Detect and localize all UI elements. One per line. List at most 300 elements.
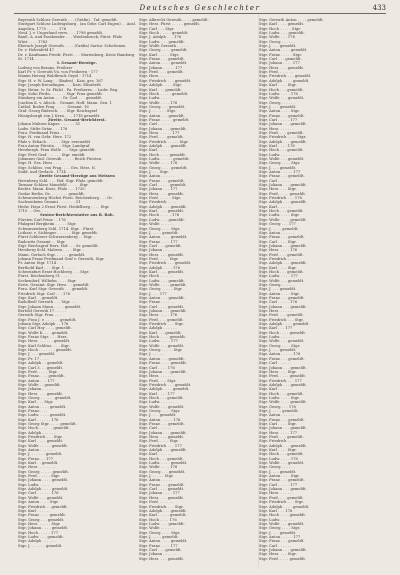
section-heading: Sexten-Berichterstatter aus B. Boh.	[40, 213, 114, 218]
entry-line: Stgr. Herz. . . . gemeldt.	[139, 191, 185, 196]
entry-line: Bechtr. Mann. Kreis. Pfalz . . . 1720.	[18, 187, 86, 192]
entry-line: Stgr. Wolfe . . . . 176	[139, 100, 178, 105]
entry-line: Stgr. Ludw. . . . . Stgr.	[259, 395, 300, 400]
entry-line: Stgr. J. . . . . . . gemeldt.	[18, 543, 63, 548]
entry-line: Stgr. Carl . . . . Stgr.	[259, 421, 297, 426]
entry-line: Hönigsburgh von J. Krzn. . . . 1718 gemeldt.	[18, 113, 101, 118]
entry-line: Stgr. Carl . . . . . . 176	[18, 491, 59, 496]
entry-line: Stgr. Ferd. . . . Stgr.	[139, 378, 177, 383]
entry-line: Stgr. Adolph . . . . gemeldt.	[259, 504, 310, 509]
entry-line: Stgr. Karl . . . . Stgr.	[259, 83, 297, 88]
entry-line: Hedw. Hoya 2 Ernst Fürst. Heidelberg . . . . Stgr.	[18, 204, 110, 209]
entry-line: Stgr. Adolph . . . . . .	[139, 326, 177, 331]
entry-line: Stgr. Johann . . . . . 177	[139, 65, 183, 70]
entry-line: Stgr. Anton . . . . . .	[259, 230, 295, 235]
entry-line: Graf. Georg Rüdesch. . . . Stgr. Reichsgraf	[18, 109, 97, 114]
entry-line: Schwarzenberg Schl. 1714. Stgr. . Fürst.	[18, 226, 95, 231]
entry-line: Mann. Gerlach Stgr. . . . . . gemeldt.	[18, 252, 86, 257]
entry-line: Frau Anton Fürstin . . . Stgr. Landgraf	[18, 143, 90, 148]
entry-line: Stgr. Herz. . . . gemeldt.	[139, 435, 185, 439]
entry-line: Johann Stgr. Adolph . . 176	[18, 322, 69, 327]
entry-line: Stgr. Herz. . . . Stgr.	[259, 187, 297, 192]
entry-line: Stgr. Hoch . . . . . gemeldt.	[139, 31, 189, 36]
entry-line: Stgr. Johann . . . . . .	[139, 552, 177, 557]
entry-line: Stgr. Anton . . . . gemeldt.	[259, 48, 308, 53]
entry-line: Stgr. Friedrich . . . . . Stgr.	[139, 139, 189, 144]
entry-line: Stgr. J. . . . gemeldt.	[259, 530, 297, 535]
entry-line: Stgr. H. von Gebr. Herz. 172	[18, 135, 72, 140]
entry-line: Stgr. Albrecht Gereuth . . . . gemeldt.	[139, 18, 209, 22]
entry-line: Stgr. Georg . . . gemeldt.	[18, 517, 65, 522]
entry-line: Stgr. Herz. . . . gemeldt.	[139, 252, 185, 257]
entry-line: Dr. v. Hohenfeld 47	[18, 48, 55, 53]
entry-line: Stgr. Adolph . . . gemeldt.	[139, 143, 187, 148]
entry-line: Stgr. Franz Stgr. . . . Herz.	[18, 335, 68, 340]
entry-line: Stgr. Herz. . . . . . 177	[139, 130, 180, 135]
entry-line: Stgr. Ferd. . . . . Stgr.	[18, 369, 58, 374]
entry-line: Pfalzgraf Bergheim . . . . . Stgr.	[18, 222, 77, 227]
entry-line: Stgr. Adolph . . . . gemeldt.	[259, 322, 310, 327]
entry-line: Stgr. Wolfe . . . . 176	[139, 465, 178, 470]
entry-line: Stgr. Herz. . . . . . .	[259, 491, 294, 496]
entry-line: Stgr. Friedrich . . . Stgr.	[139, 504, 184, 509]
entry-line: Joachim K. v. Altsch. . Gesamt. Hoff. Mann. Gen. 1	[18, 100, 112, 105]
entry-line: Stgr. Karl . . . gemeldt.	[139, 87, 182, 92]
entry-line: Stgr. Adolph . . . . gemeldt.	[139, 387, 190, 392]
entry-line: Stgr. Ferd. . . . . . Stgr.	[139, 196, 181, 201]
entry-line: Stgr. Carl . . . . . 176	[259, 300, 298, 305]
entry-line: Stgr. Hoch . . . . gemeldt.	[259, 330, 307, 335]
entry-line: Stgr. Herz. . . . gemeldt.	[139, 556, 185, 561]
entry-line: Ludw. Stifte Ostar . . . 176	[18, 126, 68, 131]
entry-line: Stgr. J. . . . gemeldt.	[18, 352, 56, 357]
entry-line: Stgr. Schlöss. von Prag. . . . Ges. Herz. N.	[18, 165, 96, 170]
entry-line: Stgr. Georg . . . gemeldt.	[139, 469, 186, 474]
section-heading: Zweite. Gesamt-Berichterst.	[48, 117, 106, 122]
entry-line: Stgr. Adolph . . . gemeldt.	[259, 139, 307, 144]
entry-line: Stgr. Friedrich . . . . Stgr.	[259, 135, 307, 140]
entry-line: Stgr. Karl . . . Stgr.	[18, 400, 54, 405]
entry-line: Stgr. J. . . . . gemeldt.	[139, 534, 179, 539]
entry-line: Stgr. Friedrich . . . gemeldt.	[139, 78, 192, 83]
entry-line: Schweinfurt Ernst Hochberg . . . Stgr.	[18, 269, 90, 274]
entry-line: Stgr. Herz. . . . Stgr.	[259, 369, 297, 374]
entry-line: Stgr. Friedrich . . . gemeldt.	[259, 74, 312, 79]
entry-line: Stgr. Georg . . . . Stgr.	[259, 526, 301, 531]
entry-line: Stgr. Ferd. . . . gemeldt.	[259, 130, 304, 135]
entry-line: Stgr. Ludw. . . . . gemeldt.	[18, 413, 67, 418]
entry-line: Stgr. Karl . . . . gemeldt.	[259, 22, 305, 27]
entry-line: Stgr. Karl . . gemeldt.	[18, 296, 59, 300]
entry-line: Cathol. Boden Prag . . . . . Gesamt. 16	[18, 104, 89, 109]
entry-line: Stgr. Ludw. . . . gemeldt.	[139, 39, 185, 44]
entry-line: Stgr. Johann . . . gemeldt.	[259, 243, 307, 248]
entry-line: Wüst . . . . 1783	[18, 39, 48, 44]
entry-line: Tarnaur Schloss Mansfeld . . . . . Stgr.	[18, 183, 89, 188]
entry-line: Stgr. Johann . . . gemeldt.	[139, 369, 187, 374]
entry-line: Stgr. Georg . . . . . .	[259, 39, 295, 44]
entry-line: Stgr. Ferd. . . . . Stgr.	[139, 439, 179, 444]
entry-line: Berthold Karl . . . Stgr. 1 . . . .	[18, 265, 74, 270]
entry-line: Stgr. Franz . . . . gemeldt.	[18, 513, 67, 518]
entry-line: Stgr. Wolfe . . . . . gemeldt.	[18, 443, 69, 448]
entry-line: Stgr. Ferd. . . . . . Stgr.	[18, 474, 60, 479]
entry-line: Stgr. Anton . . . . .	[139, 478, 173, 483]
entry-line: Stgr. Herz. . . . . 177	[259, 430, 298, 435]
entry-line: Stgr. Karl . . . 176	[259, 508, 293, 513]
entry-line: Stgr. Herz. Fürst . . . . . gemeldt.	[139, 22, 201, 27]
entry-line: Stgr. Adolph . . . . . .	[18, 539, 56, 544]
entry-line: Stgr. Anton . . . . gemeldt.	[139, 235, 188, 240]
header-rule	[14, 13, 386, 14]
entry-line: Ludwig von Brauns, Freiherr	[18, 65, 73, 70]
entry-line: Stgr. Hoch . . . gemeldt.	[259, 269, 304, 274]
entry-line: Stgr. Ludw. . . . . . .	[259, 152, 295, 157]
entry-line: Stgr. Friedrich . . . gemeldt.	[139, 382, 192, 387]
entry-line: Stgr. Georg . . . . . Stgr.	[139, 348, 183, 353]
entry-line: Stgr. Karl . . . . . . 176	[18, 417, 59, 422]
entry-line: Stgr. J. . . . . . . Stgr.	[139, 109, 176, 114]
entry-line: Schwarzenberg Höchst Fürst. Reichenberg . . . Gr.	[18, 196, 113, 201]
entry-line: Stgr. Ludw. . . . . . .	[259, 335, 295, 340]
entry-line: Stgr. Ferd. . . . . Stgr.	[139, 256, 179, 261]
entry-line: Stgr. Franz . . . gemeldt.	[139, 178, 185, 183]
entry-line: Bauß, A. und Fassbender . . . Wiedenbruck, Fürst. Pfalz	[18, 35, 122, 40]
entry-line: Stgr. Georg . . . . . gemeldt.	[18, 469, 70, 474]
entry-line: Stgr. Johann . . . gemeldt.	[139, 309, 187, 314]
entry-line: Stgr. Hoch . . . . . 177	[18, 530, 59, 535]
entry-line: Karl Fr. v. Gereuth Vn. von Freiherrn - 177	[18, 70, 98, 75]
entry-line: Stgr. Johann . . . gemeldt.	[259, 487, 307, 492]
entry-line: Stgr. Johann . . . 177	[139, 187, 178, 192]
entry-line: Sachsenheim Gesamt . . . . . . . 51	[18, 200, 81, 205]
entry-line: Stgr. Adolph . . . gemeldt.	[259, 200, 307, 205]
entry-line: Stgr. Franz . . . gemeldt.	[259, 235, 305, 240]
entry-line: Stgr. Hoch . . . gemeldt.	[139, 395, 184, 400]
entry-line: Seckendorf, Wilhelm . . . . Stgr.	[18, 278, 77, 283]
entry-line: Stgr. Ferd. . . . . gemeldt.	[259, 191, 307, 196]
entry-line: 1710 . . Ger. . . .	[18, 209, 49, 214]
entry-line: Stgr. Ludw. . . . gemeldt.	[139, 217, 185, 222]
entry-line: Stgr. J. . . . . . . gemeldt.	[18, 452, 63, 457]
entry-line: Stgr. Sohn Ferdn. . . . . . . Stgr. Frau gemeldt.	[18, 91, 104, 96]
entry-line: Stgr. Karl . . . . gemeldt.	[139, 269, 185, 274]
entry-line: Stgr. Johann . . . gemeldt.	[139, 430, 187, 435]
entry-line: Stgr. J. . . . Stgr.	[139, 170, 169, 175]
entry-line: Stgr. Carl . . . . . .	[259, 543, 292, 548]
entry-line: Stgr. Hoch . . . gemeldt.	[259, 209, 304, 214]
running-title: Deutsches Geschlechter	[139, 4, 261, 12]
entry-line: Stgr. Johann . . . gemeldt.	[259, 304, 307, 309]
entry-line: Stgr. Adolph . . . gemeldt.	[139, 204, 187, 209]
entry-line: Stgr. Friedrich . . gemeldt.	[18, 504, 68, 509]
entry-line: Stgr. Ludw. . . . . .	[139, 96, 173, 101]
entry-line: Stgr. Karl . . . . . .	[18, 508, 51, 513]
entry-line: Stgr. Herz. . . . gemeldt.	[139, 495, 185, 500]
entry-line: Stgr. Johann Mann. . . . . gemeldt.	[18, 304, 82, 309]
entry-line: Stgr. Hoch . . . . 176	[139, 517, 177, 522]
entry-line: Stgr. Ludw. . . . .	[18, 482, 49, 487]
entry-line: Stgr. Wolfe . . . . gemeldt.	[259, 217, 307, 222]
entry-line: Stgr. Carl Hoy . . . . gemeldt.	[18, 326, 72, 331]
entry-line: Stgr. Ferd. . . . gemeldt.	[259, 313, 304, 318]
entry-line: Stgr. J. . . . gemeldt.	[259, 287, 297, 292]
entry-line: Stgr. Hoch . . . . . Stgr.	[259, 26, 301, 31]
entry-line: Stgr. Johann . . . gemeldt.	[259, 547, 307, 552]
entry-line: Stgr. Anton . . . . . 177	[259, 534, 301, 539]
entry-line: Stgr. Friedrich . . . 177	[259, 378, 302, 383]
entry-line: Stgr. Wolfe . . . . gemeldt.	[259, 400, 307, 405]
entry-line: Stgr. Herz. . . . . 176	[259, 248, 298, 253]
entry-line: Eberach Joseph Gereuth . . . . (Gräfin) Sartor. Schottenen	[18, 44, 126, 49]
entry-line: Stgr. Georg . . . . gemeldt.	[139, 48, 188, 53]
entry-line: Stgr. Ferd Graf . . . . . . Stgr. emeldt	[18, 152, 85, 157]
entry-line: Stgr. Johann . . . . 177	[259, 61, 300, 66]
entry-line: Stgr. Anton . . . . Stgr.	[259, 474, 300, 479]
entry-line: Stgr. Ludw. . . . gemeldt.	[18, 534, 64, 539]
entry-line: Stgr. Friedrich . . . Stgr.	[259, 317, 304, 322]
entry-line: Stgr. Adolph . . . gemeldt.	[139, 448, 187, 453]
entry-line: Fürst. Reichenberg 51 . . . . . .	[18, 274, 75, 279]
entry-line: Stgr. Carl . . . . Stgr.	[259, 239, 297, 244]
entry-line: Stgr. Ludw. . . . . gemeldt.	[139, 461, 188, 466]
entry-line: Stgr. Johann . . . . gemeldt.	[18, 526, 69, 531]
entry-line: Stgr. J. . . . . gemeldt.	[139, 230, 179, 235]
entry-line: Stgr. Franz. . . .	[18, 408, 48, 413]
entry-line: Johann Franz Ferdinand Graf v. Gereuth, Stgr.	[18, 256, 105, 261]
entry-line: Stgr. Adolph . . . . gemeldt.	[18, 487, 69, 492]
entry-line: Stgr. J. . . . 177	[139, 291, 167, 296]
entry-line: Stgr. Carl . . . . gemeldt.	[139, 304, 185, 309]
entry-line: Stgr. Ludw. . . . . . .	[139, 400, 175, 405]
entry-line: Stgr. J. Adolph . . . 176	[139, 35, 182, 40]
entry-line: Bertold Gereuth 17 . . . . .	[18, 309, 67, 314]
entry-line: Stgr. Johann . . . . .	[18, 387, 54, 392]
entry-line: Stgr. Hoch . . . . gemeldt.	[259, 513, 307, 518]
entry-line: Stgr. Karl . . . . . .	[259, 387, 292, 392]
entry-line: Stgr. Herz. . . . . . Stgr.	[18, 521, 61, 526]
entry-line: Stgr. Carl . . . gemeldt.	[259, 57, 302, 62]
entry-line: Stgr. Carl . . . . . gemeldt.	[139, 183, 187, 188]
entry-line: Stgr. Friedrich . . . Stgr.	[139, 322, 184, 327]
entry-line: Frau. Karl Stgr. Gereuth . . . gemeldt.	[18, 287, 89, 292]
entry-line: Stgr. Hoch . . . . gemeldt.	[139, 335, 187, 340]
entry-line: Stgr. Hoch . . . . . . . gemeldt.	[18, 348, 73, 353]
entry-line: Stgr. Herz. . . . . . . gemeldt.	[18, 339, 71, 344]
entry-line: Stgr. Karl . . . . .	[139, 148, 169, 153]
entry-line: Stgr. Georg . . . . gemeldt.	[139, 165, 188, 170]
entry-line: Fürsten Carl Prinz . . 176	[18, 217, 66, 222]
entry-line: Stgr. Franz . . . gemeldt.	[259, 296, 305, 300]
entry-line: Stgr. Ferd. . . . . . .	[259, 70, 294, 75]
text-column-2	[139, 18, 257, 566]
entry-line: Stgr. Franz . . . . . Stgr.	[259, 52, 302, 57]
entry-line: Stuttgart Schloss Ludwigsburg . (an Gebr. Carl Eugen) . . Ausl.	[18, 22, 136, 27]
entry-line: Stgr. Wolfe . . . gemeldt.	[18, 495, 64, 500]
entry-line: Stgr. Adolph . . . . . .	[18, 430, 56, 435]
entry-line: Stgr. Herz. . . . . 176	[139, 313, 178, 318]
entry-line: Stgr. Anton . . . . . .	[139, 174, 175, 179]
entry-line: Stgr. Adolph . . . gemeldt.	[139, 508, 187, 513]
entry-line: Stgr. Carl . . . . . .	[259, 178, 292, 183]
entry-line: Stgr. Ludw. . . . gemeldt.	[259, 31, 305, 36]
entry-line: Stgr. Franz. . . 177	[18, 456, 54, 461]
entry-line: Stgr. Wolfe K. . . . gemeldt.	[18, 330, 69, 335]
entry-line: Stgr. Karl . . . . . .	[139, 452, 172, 457]
entry-line: Stgr. J. . . . gemeldt.	[259, 348, 297, 353]
entry-line: Stgr. Anton . . . . . 176	[139, 417, 181, 422]
entry-line: Stgr. Georg . . . . Stgr.	[139, 530, 181, 535]
entry-line: Stgr. Carl . . . . gemeldt.	[139, 487, 185, 492]
entry-line: Bayreuth Schloss Gereuth . . . (Gräfin) . Taf. gemeldt.	[18, 18, 118, 22]
entry-line: Stgr. Herz. . . . . . .	[259, 126, 294, 131]
entry-line: Stgr. Carl . . . gemeldt.	[139, 547, 182, 552]
entry-line: Johannes Gnd. Gereuth . . . . . Reich Fürsten.	[18, 157, 103, 161]
entry-line: Stgr. Herz. . . . . . .	[139, 374, 174, 379]
entry-line: Stgr. Georg . . . . . .	[259, 100, 295, 105]
entry-line: Stgr. Adolph . . . . 176	[139, 265, 180, 270]
entry-line: Stgr. Karl . . . . Stgr.	[259, 448, 297, 453]
entry-line: Stgr. Hoch . . . . . .	[139, 274, 174, 279]
entry-line: Stgr. Karl . . . . 176	[259, 143, 295, 148]
entry-line: Stgr. Ludw. . . . . 176	[259, 456, 298, 461]
entry-line: Stgr. Johann . . . . gemeldt.	[18, 478, 69, 483]
entry-line: Stgr. Georg . . . 176	[259, 404, 296, 409]
entry-line: Stgr. Carl 3. . . gemeldt.	[18, 365, 64, 370]
section-heading: Zweite Gesamt-Herzöge aus Meissen	[39, 174, 115, 179]
entry-line: Stgr. Adolph . . . gemeldt.	[259, 382, 307, 387]
entry-line: Stgr. Ludw. . . . gemeldt.	[139, 278, 185, 283]
entry-line: Stgr. J. . . . gemeldt.	[259, 165, 297, 170]
entry-line: Stgr. Hoch . . . gemeldt.	[139, 456, 184, 461]
entry-line: Stgr. Georg . . . . Stgr.	[259, 343, 301, 348]
entry-line: Stgr. Hoch . . . . . gemeldt.	[139, 91, 189, 96]
entry-line: Stgr. Franz . . . . . .	[139, 300, 175, 305]
entry-line: Herrnberg Schl. . . . Hof. Stgr. Pfalz. gemeldt.	[18, 178, 104, 183]
entry-line: Stgr. Friedrich . . . Stgr.	[18, 435, 63, 439]
entry-line: Sudd. und Gerlach . 1714 . . . . . . .	[18, 170, 83, 175]
entry-line: Stgr. H. v. W. Lang . . (Baden) . Kais. ges. 167	[18, 78, 104, 83]
entry-line: Stgr. J. . . . gemeldt.	[259, 469, 297, 474]
entry-line: Stgr. Wolfe . . . gemeldt.	[259, 461, 305, 466]
entry-line: Erste. Gesamt. Stgr. Herz. . . gemeldt.	[18, 282, 90, 287]
entry-line: Stgr. Carl . . . . . 177	[259, 117, 298, 122]
entry-line: Stgr. Wolfe . . . gemeldt.	[259, 96, 305, 101]
entry-line: Stgr. Hoch . . . gemeldt.	[259, 87, 304, 92]
entry-line: Stgr. Wolfe . . . . . .	[139, 526, 174, 531]
entry-line: Stgr. Georg . . . . . .	[259, 282, 295, 287]
entry-line: Stgr. Carl . . . gemeldt.	[139, 243, 182, 248]
entry-line: Stgr. Herz. . . . Stgr.	[259, 552, 297, 557]
entry-line: Herzberg Schl. Mahren . . . . Stgr. .	[18, 248, 85, 253]
entry-line: Stgr. Anton . . . . . . .	[18, 448, 56, 453]
entry-line: Stgr. Ferd. . . . gemeldt.	[139, 135, 184, 140]
entry-line: Fürst Schlösser Schwarzenberg . . Stgr. .	[18, 235, 95, 240]
entry-line: Herzbergh. Frau Wolfe . . . Stgr. gemeldt.	[18, 148, 96, 153]
entry-line: Stgr. Anton . . . . gemeldt.	[139, 539, 188, 544]
entry-line: Stgr. Ludw. . . . . 177	[259, 274, 298, 279]
entry-line: Stgr. Anton . . . . gemeldt.	[139, 61, 188, 66]
entry-line: Stgr. Franz . . . gemeldt.	[259, 174, 305, 179]
entry-line: Stgr. Franz . . . . gemeldt.	[139, 361, 188, 366]
entry-line: Stgr. J. . . . gemeldt.	[259, 104, 297, 109]
entry-line: Stgr. Ferd. . . . gemeldt.	[139, 70, 184, 75]
entry-line: Stgr. Wolfe . . . gemeldt.	[259, 157, 305, 161]
entry-line: Stgr. Herz. . . . . . .	[139, 74, 174, 79]
entry-line: Stgr. Anton . . . gemeldt.	[139, 113, 185, 118]
entry-line: Stgr. Karl . . . . gemeldt.	[18, 439, 64, 444]
entry-line: Stgr. Georg . . . gemeldt.	[139, 104, 186, 109]
entry-line: Friedrich Stgr. Carl . . . 176	[18, 291, 71, 296]
entry-line: Stgr. Johann . . . gemeldt.	[139, 126, 187, 131]
entry-line: Stgr. Hoch . . . . gemeldt.	[139, 152, 187, 157]
entry-line: Radowitz Gesamt . . Stgr.	[18, 239, 66, 244]
entry-line: Stgr. J. . . . . gemeldt.	[259, 408, 299, 413]
entry-line: Stgr. Frau J. v. . . . . . . gemeldt.	[18, 317, 77, 322]
entry-line: Stgr. Hoch . . . gemeldt.	[259, 148, 304, 153]
entry-line: Stgr. Wolfe . . . gemeldt.	[139, 343, 185, 348]
entry-line: Stgr. Wolfe . . . gemeldt.	[259, 339, 305, 344]
entry-line: Stgr. Wolfe . . . gemeldt.	[139, 404, 185, 409]
entry-line: Stgr. Fr. 17 . . . .	[18, 356, 49, 361]
entry-line: Stgr. Carl . . . . . 177	[259, 482, 298, 487]
entry-line: Stgr. Heinr. (v. Sr. Pfalz) . Pa. Freiherrn . . Ludw. Reg.	[18, 87, 119, 92]
entry-line: Stgr. Joseph Kreuzlingen . . . Kais. Elisabeth	[18, 83, 101, 88]
entry-line: St. 1714 . . . . .	[18, 57, 46, 62]
entry-line: Stgr. Franz . . . . . gemeldt.	[139, 117, 190, 122]
entry-line: Stgr. Friedrich . . . 177	[139, 443, 182, 448]
entry-line: Stgr. Friedrich . . . . . .	[259, 439, 301, 444]
entry-line: Stgr. Friedrich . . . Stgr.	[259, 500, 304, 505]
entry-line: Stgr. Anton . . . . . 177	[259, 170, 301, 175]
entry-line: Stgr. Adolph . . gemeldt.	[18, 361, 64, 366]
entry-line: Stgr. Ludw. . . . . . gemeldt.	[139, 157, 190, 161]
page-number: 433	[372, 4, 386, 12]
entry-line: Stgr. J. . . . gemeldt.	[139, 413, 177, 418]
entry-line: Dr. v. Kaufmann Friedr. Fürst . . . Marienburg, Kreis Hamburg	[18, 52, 135, 57]
entry-line: Stgr. Herz. . . . gemeldt.	[18, 391, 64, 396]
entry-line: Stgr. Ludw. . . . . Stgr.	[259, 213, 300, 218]
entry-line: Stgr. Anton . . . . . .	[259, 413, 295, 418]
entry-line: Stgr. Friedrich . . . . . .	[259, 256, 301, 261]
entry-line: Angelica, 1770 . . . . . 176	[18, 26, 67, 31]
entry-line: Stgr. Johann . . . . . .	[139, 248, 177, 253]
entry-line: Neuf. J. v. Ungerland verw. . . . 1798 gemeldt.	[18, 31, 104, 36]
entry-line: Stimberg ein Anton . . . Gr. Carl . . . gemeldt.	[18, 96, 103, 101]
entry-line: Stgr. Franz . . . gemeldt.	[259, 113, 305, 118]
entry-line: Stgr. Johann . . . gemeldt.	[259, 183, 307, 188]
entry-line: Stgr. Karl . . . . gemeldt.	[139, 209, 185, 214]
entry-line: Stgr. Karl . . gemeldt.	[18, 461, 59, 466]
entry-line: Stgr. Reichsgraf Herz. Hof . . . Sr. gemeldt.	[18, 243, 99, 248]
entry-line: Stgr. Ludw. . . . . . .	[259, 517, 295, 522]
entry-line: Stgr. Franz . . . gemeldt.	[259, 478, 305, 483]
entry-line: Stgr. Franz . . . gemeldt.	[139, 482, 185, 487]
entry-line: Stgr. Georg . . . . . . gemeldt.	[18, 395, 72, 400]
entry-line: Stgr. Hoch . . . . . . gemeldt.	[18, 426, 70, 431]
entry-line: Stgr. J. . . . . . Stgr.	[139, 474, 174, 479]
entry-line: Stgr. Georg . . . . . Stgr.	[139, 287, 183, 292]
entry-line: Stgr. Ferd. . . . gemeldt.	[259, 435, 304, 439]
entry-line: Stgr. J. . . . gemeldt.	[259, 44, 297, 49]
text-column-3	[259, 18, 377, 566]
entry-line: Stgr. Georg . . . . . .	[259, 465, 295, 470]
text-column-1	[18, 18, 136, 566]
section-heading: I. Gesamt-Herzöge.	[57, 61, 97, 66]
entry-line: Stgr. Anton . . . . Stgr.	[18, 500, 59, 505]
entry-line: Stgr. Georg Stgr. . . . . gemeldt.	[18, 421, 77, 426]
entry-line: Stgr. Anton . . . 177	[18, 378, 55, 383]
